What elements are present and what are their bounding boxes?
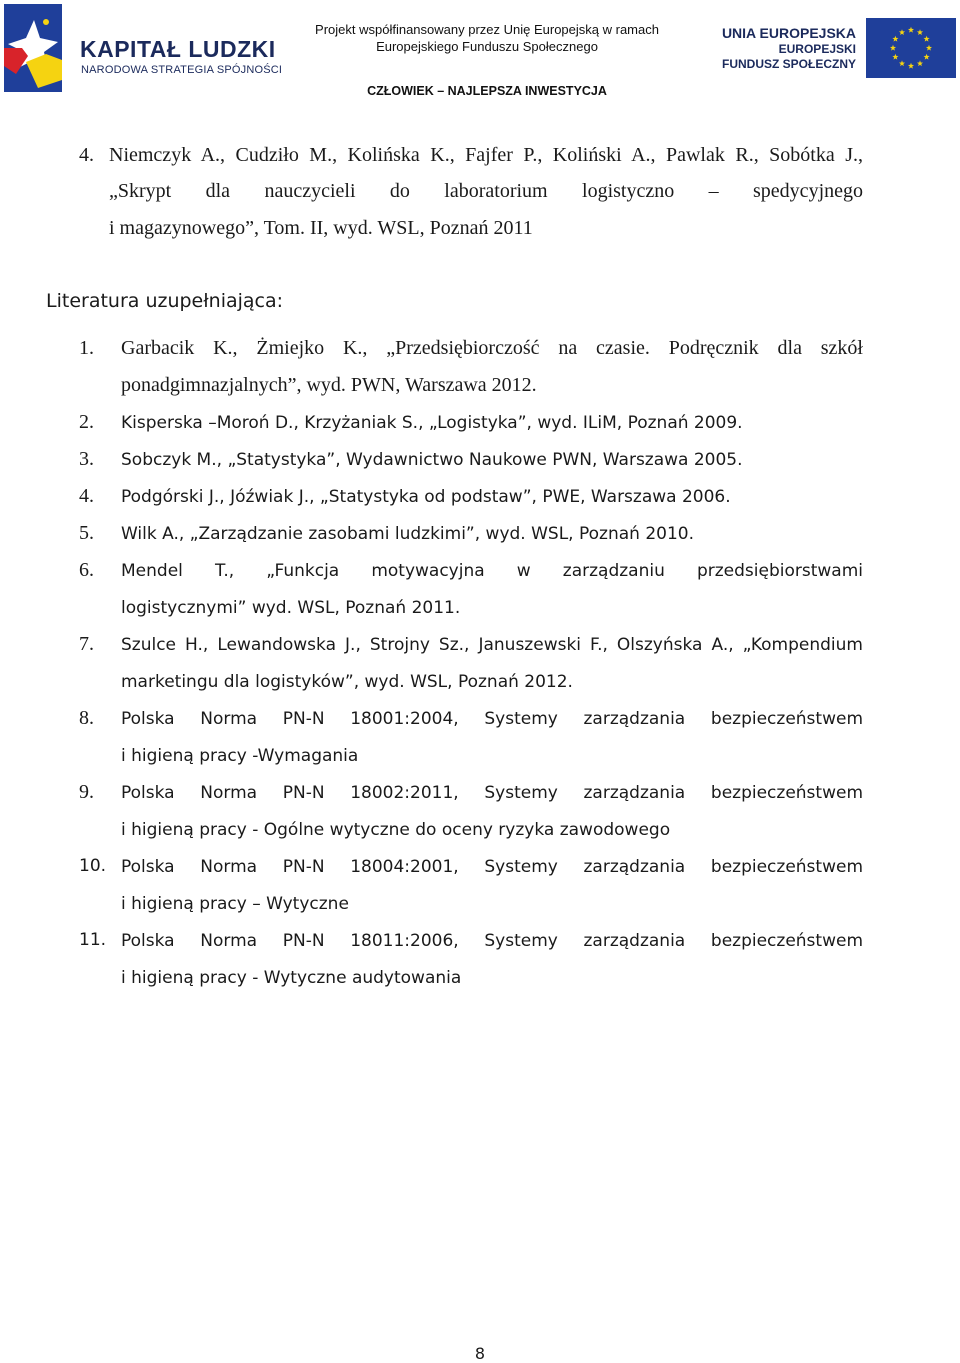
eu-label-line-1: UNIA EUROPEJSKA (721, 25, 856, 41)
list-item-number: 3. (79, 448, 94, 470)
list-item-line: Polska Norma PN-N 18001:2004, Systemy zarządzania bezpieczeństwem (121, 709, 863, 729)
kapital-ludzki-subtitle: NARODOWA STRATEGIA SPÓJNOŚCI (81, 64, 283, 76)
list-item-line: Polska Norma PN-N 18004:2001, Systemy zarządzania bezpieczeństwem (121, 857, 863, 877)
list-item-number: 1. (79, 337, 94, 359)
list-item-number: 6. (79, 559, 94, 581)
list-item-line: Mendel T., „Funkcja motywacyjna w zarządzaniu przedsiębiorstwami (121, 561, 863, 581)
list-item-line: Niemczyk A., Cudziło M., Kolińska K., Fajfer P., Koliński A., Pawlak R., Sobótka J., (109, 144, 863, 166)
eu-fund-label (722, 24, 856, 72)
list-item-line: Wilk A., „Zarządzanie zasobami ludzkimi”, wyd. WSL, Poznań 2010. (121, 524, 694, 544)
list-item-line: Polska Norma PN-N 18002:2011, Systemy zarządzania bezpieczeństwem (121, 783, 863, 803)
list-item-number: 4. (79, 144, 94, 166)
list-item-line: i higieną pracy – Wytyczne (121, 894, 349, 914)
eu-label-line-3: FUNDUSZ SPOŁECZNY (721, 57, 856, 71)
list-item-line: i higieną pracy -Wymagania (121, 746, 359, 766)
list-item-line: ponadgimnazjalnych”, wyd. PWN, Warszawa 2012. (121, 374, 537, 396)
list-item-number: 9. (79, 781, 94, 803)
list-item-line: Sobczyk M., „Statystyka”, Wydawnictwo Naukowe PWN, Warszawa 2005. (121, 450, 743, 470)
list-item-number: 10. (79, 856, 107, 876)
list-item-number: 4. (79, 485, 94, 507)
eu-flag-icon (866, 18, 956, 78)
list-item-line: i higieną pracy - Ogólne wytyczne do oceny ryzyka zawodowego (121, 820, 671, 840)
page-number: 8 (474, 1344, 486, 1363)
header-motto: CZŁOWIEK – NAJLEPSZA INWESTYCJA (367, 84, 607, 98)
list-item-line: Szulce H., Lewandowska J., Strojny Sz., Januszewski F., Olszyńska A., „Kompendium (121, 635, 863, 655)
list-item-line: Podgórski J., Jóźwiak J., „Statystyka od podstaw”, PWE, Warszawa 2006. (121, 487, 731, 507)
list-item-line: Garbacik K., Żmiejko K., „Przedsiębiorczość na czasie. Podręcznik dla szkół (121, 337, 863, 359)
kapital-ludzki-emblem-icon (4, 4, 74, 94)
list-item-line: i higieną pracy - Wytyczne audytowania (121, 968, 462, 988)
cofinancing-line-2: Europejskiego Funduszu Społecznego (376, 39, 598, 54)
section-heading: Literatura uzupełniająca: (46, 290, 284, 312)
list-item-line: marketingu dla logistyków”, wyd. WSL, Poznań 2012. (121, 672, 573, 692)
list-item-line: Polska Norma PN-N 18011:2006, Systemy zarządzania bezpieczeństwem (121, 931, 863, 951)
cofinancing-line-1: Projekt współfinansowany przez Unię Europejską w ramach (315, 22, 659, 37)
list-item-line: „Skrypt dla nauczycieli do laboratorium logistyczno – spedycyjnego (109, 180, 863, 202)
list-item-number: 2. (79, 411, 94, 433)
eu-label-line-2: EUROPEJSKI (778, 42, 856, 56)
list-item-line: logistycznymi” wyd. WSL, Poznań 2011. (121, 598, 461, 618)
list-item-line: Kisperska –Moroń D., Krzyżaniak S., „Logistyka”, wyd. ILiM, Poznań 2009. (121, 413, 743, 433)
cofinancing-note (300, 21, 674, 55)
page-header (0, 0, 960, 110)
list-item-number: 11. (79, 930, 107, 950)
list-item-number: 8. (79, 707, 94, 729)
kapital-ludzki-logo (4, 4, 294, 94)
list-item-number: 5. (79, 522, 94, 544)
kapital-ludzki-title: KAPITAŁ LUDZKI (80, 36, 276, 62)
list-item-number: 7. (79, 633, 94, 655)
list-item-line: i magazynowego”, Tom. II, wyd. WSL, Poznań 2011 (109, 217, 533, 239)
